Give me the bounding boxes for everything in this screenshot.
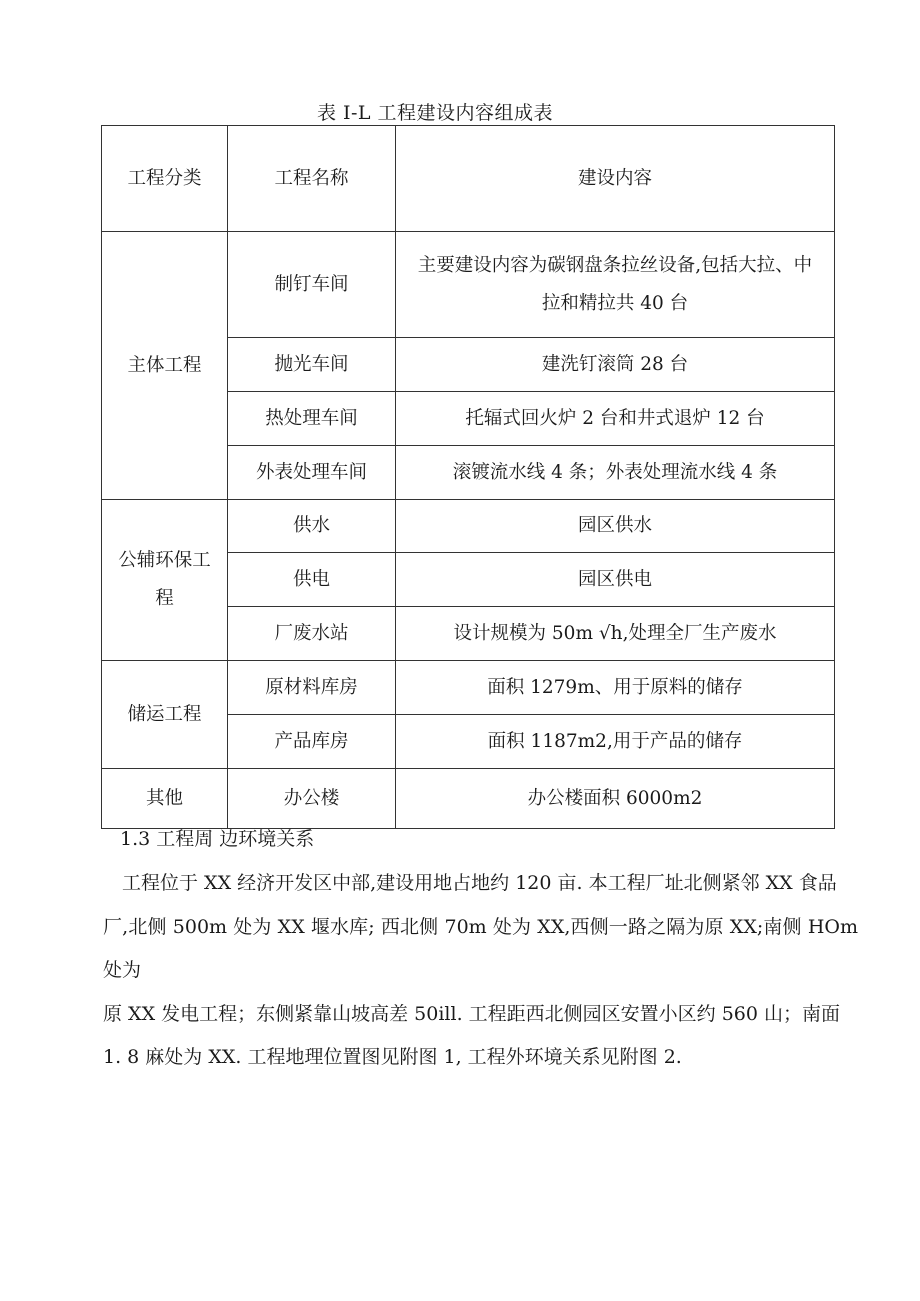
table-caption: 表 I-L 工程建设内容组成表: [316, 102, 554, 124]
project-name-cell: 厂废水站: [228, 607, 396, 661]
paragraph-line: 原 XX 发电工程；东侧紧靠山坡高差 50ill. 工程距西北侧园区安置小区约 560 山；南面: [103, 1002, 841, 1025]
category-cell: 主体工程: [102, 232, 228, 500]
content-cell: 办公楼面积 6000m2: [396, 769, 835, 829]
project-name-cell: 供水: [228, 500, 396, 553]
table-row: [102, 769, 835, 829]
project-name-cell: 制钉车间: [228, 232, 396, 338]
content-cell: 滚镀流水线 4 条；外表处理流水线 4 条: [396, 446, 835, 500]
table-row: [102, 661, 835, 715]
category-cell: 其他: [102, 769, 228, 829]
header-content: 建设内容: [396, 126, 835, 232]
paragraph-line: 工程位于 XX 经济开发区中部,建设用地占地约 120 亩. 本工程厂址北侧紧邻 XX 食品: [122, 872, 837, 894]
body-paragraph: [103, 862, 858, 1080]
header-name: 工程名称: [228, 126, 396, 232]
content-line: 拉和精拉共 40 台: [541, 292, 689, 314]
section-heading: 1.3 工程周 边环境关系: [120, 828, 315, 850]
table-row: [102, 500, 835, 553]
category-cell: 储运工程: [102, 661, 228, 769]
project-name-cell: 原材料库房: [228, 661, 396, 715]
paragraph-line: 厂,北侧 500m 处为 XX 堰水库; 西北侧 70m 处为 XX,西侧一路之隔为原 XX;南侧 HOm 处为: [103, 915, 858, 981]
project-name-cell: 供电: [228, 553, 396, 607]
content-cell: 园区供水: [396, 500, 835, 553]
project-name-cell: 抛光车间: [228, 338, 396, 392]
category-line: 程: [155, 588, 174, 609]
content-cell: [396, 232, 835, 338]
content-cell: 设计规模为 50m √h,处理全厂生产废水: [396, 607, 835, 661]
table-row: [102, 232, 835, 338]
content-line: 主要建设内容为碳钢盘条拉丝设备,包括大拉、中: [417, 254, 813, 276]
paragraph-line: 1. 8 麻处为 XX. 工程地理位置图见附图 1, 工程外环境关系见附图 2.: [103, 1046, 682, 1068]
content-cell: 建洗钉滚筒 28 台: [396, 338, 835, 392]
content-cell: 托辐式回火炉 2 台和井式退炉 12 台: [396, 392, 835, 446]
content-cell: 面积 1187m2,用于产品的储存: [396, 715, 835, 769]
category-cell: [102, 500, 228, 661]
project-name-cell: 外表处理车间: [228, 446, 396, 500]
construction-content-table: [101, 125, 835, 829]
project-name-cell: 办公楼: [228, 769, 396, 829]
header-category: 工程分类: [102, 126, 228, 232]
project-name-cell: 热处理车间: [228, 392, 396, 446]
table-header-row: [102, 126, 835, 232]
content-cell: 园区供电: [396, 553, 835, 607]
project-name-cell: 产品库房: [228, 715, 396, 769]
content-cell: 面积 1279m、用于原料的储存: [396, 661, 835, 715]
category-line: 公辅环保工: [118, 550, 211, 571]
